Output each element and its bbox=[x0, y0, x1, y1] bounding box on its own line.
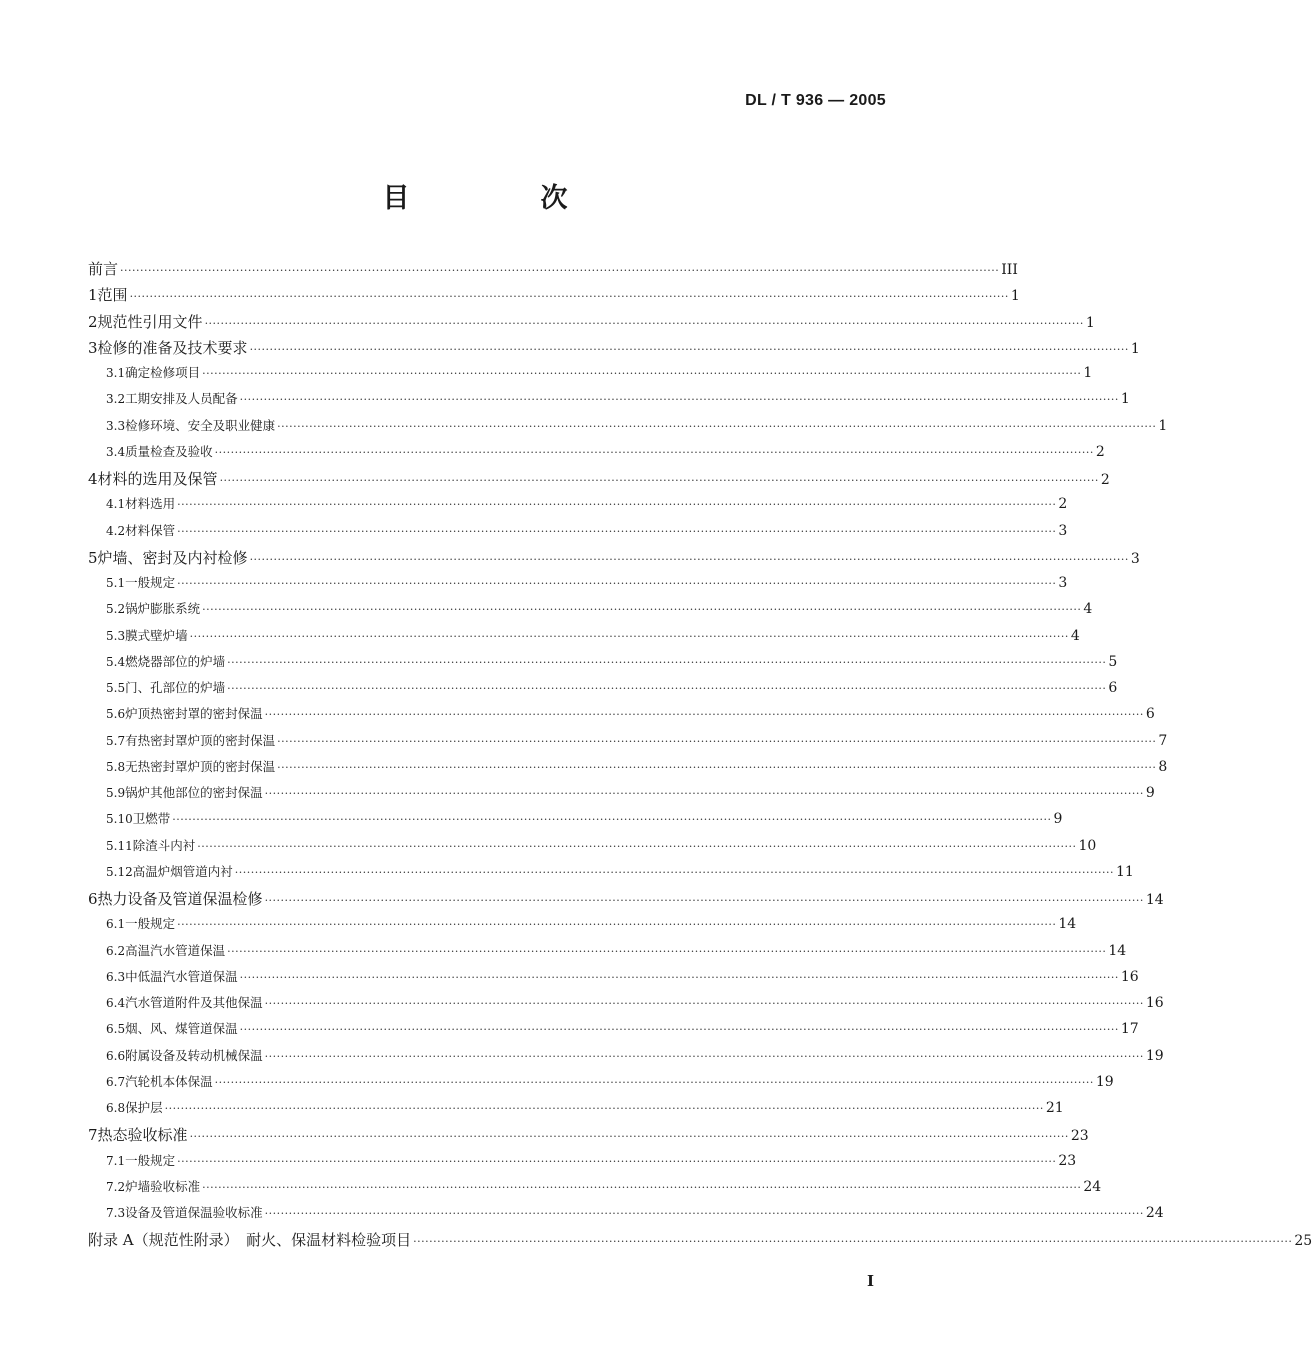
toc-entry-page: 1 bbox=[1130, 340, 1140, 357]
toc-entry-label: 门、孔部位的炉墙 bbox=[125, 680, 226, 695]
dot-leader: ···························································································································································································································· bbox=[239, 1023, 1119, 1037]
dot-leader: ···························································································································································································································· bbox=[219, 474, 1099, 487]
toc-entry-label: 工期安排及人员配备 bbox=[125, 391, 238, 407]
toc-entry-page: 23 bbox=[1058, 1152, 1077, 1169]
toc-entry-label: 附属设备及转动机械保温 bbox=[125, 1047, 263, 1063]
toc-entry-page: 2 bbox=[1100, 472, 1110, 488]
dot-leader: ···························································································································································································································· bbox=[177, 524, 1057, 538]
toc-entry-label: 汽轮机本体保温 bbox=[125, 1073, 213, 1089]
dot-leader: ···························································································································································································································· bbox=[227, 944, 1107, 958]
toc-entry-page: 9 bbox=[1053, 811, 1063, 828]
dot-leader: ···························································································································································································································· bbox=[249, 342, 1129, 356]
dot-leader: ···························································································································································································································· bbox=[239, 393, 1119, 407]
dot-leader: ···························································································································································································································· bbox=[120, 264, 1000, 277]
toc-entry-label: 高温炉烟管道内衬 bbox=[132, 863, 233, 879]
dot-leader: ···························································································································································································································· bbox=[264, 1049, 1144, 1063]
toc-entry[interactable] bbox=[88, 626, 1080, 652]
toc-entry-label: 确定检修项目 bbox=[125, 365, 201, 380]
toc-entry-number: 6.1 bbox=[106, 917, 126, 932]
toc-entry-number: 4 bbox=[88, 470, 98, 488]
dot-leader: ···························································································································································································································· bbox=[204, 316, 1084, 330]
toc-entry[interactable] bbox=[88, 783, 1155, 809]
toc-entry-label: 检修环境、安全及职业健康 bbox=[125, 417, 276, 433]
toc-entry[interactable] bbox=[88, 678, 1118, 704]
toc-entry[interactable] bbox=[88, 967, 1139, 993]
toc-entry-label: 锅炉其他部位的密封保温 bbox=[125, 785, 263, 800]
toc-entry-label: 材料保管 bbox=[125, 522, 176, 538]
toc-entry-label: 附录 A（规范性附录） 耐火、保温材料检验项目 bbox=[88, 1231, 412, 1250]
toc-entry-number: 5.6 bbox=[106, 707, 126, 722]
toc-entry-number: 6.3 bbox=[106, 969, 126, 984]
toc-entry[interactable] bbox=[88, 757, 1168, 783]
toc-entry-number: 5.5 bbox=[106, 681, 126, 695]
toc-entry[interactable] bbox=[88, 573, 1068, 599]
toc-entry[interactable] bbox=[88, 1203, 1164, 1229]
dot-leader: ···························································································································································································································· bbox=[277, 734, 1157, 748]
dot-leader: ···························································································································································································································· bbox=[413, 1235, 1293, 1249]
toc-entry-number: 6.4 bbox=[106, 996, 126, 1010]
toc-entry[interactable] bbox=[88, 311, 1095, 337]
toc-entry[interactable] bbox=[88, 652, 1118, 678]
dot-leader: ···························································································································································································································· bbox=[264, 997, 1144, 1010]
toc-entry[interactable] bbox=[88, 941, 1127, 967]
toc-entry-label: 炉墙验收标准 bbox=[125, 1178, 201, 1194]
toc-entry-page: 16 bbox=[1120, 968, 1139, 985]
toc-entry-page: 10 bbox=[1078, 837, 1097, 854]
toc-entry-page: 6 bbox=[1108, 680, 1118, 696]
dot-leader: ···························································································································································································································· bbox=[189, 1130, 1069, 1144]
dot-leader: ···························································································································································································································· bbox=[214, 1075, 1094, 1089]
dot-leader: ···························································································································································································································· bbox=[214, 445, 1094, 459]
toc-entry-label: 炉墙、密封及内衬检修 bbox=[97, 548, 248, 567]
dot-leader: ···························································································································································································································· bbox=[277, 760, 1157, 774]
toc-entry-page: 24 bbox=[1083, 1178, 1102, 1195]
toc-entry-label: 材料选用 bbox=[125, 496, 176, 512]
toc-entry-label: 检修的准备及技术要求 bbox=[97, 338, 248, 357]
dot-leader: ···························································································································································································································· bbox=[202, 367, 1082, 380]
toc-entry-number: 1 bbox=[88, 286, 98, 305]
toc-entry[interactable] bbox=[88, 836, 1097, 862]
dot-leader: ···························································································································································································································· bbox=[227, 682, 1107, 695]
toc-entry[interactable] bbox=[88, 1151, 1077, 1177]
toc-entry-label: 规范性引用文件 bbox=[97, 312, 203, 331]
toc-entry-page: 9 bbox=[1145, 785, 1155, 801]
toc-entry-label: 一般规定 bbox=[125, 916, 176, 932]
toc-entry-page: 25 bbox=[1294, 1233, 1312, 1250]
toc-entry-page: 14 bbox=[1058, 916, 1077, 933]
toc-entry-label: 一般规定 bbox=[125, 575, 176, 590]
toc-entry-number: 5.1 bbox=[106, 576, 126, 590]
toc-entry-page: 3 bbox=[1058, 522, 1068, 539]
toc-entry-label: 燃烧器部位的炉墙 bbox=[125, 653, 226, 669]
toc-entry-number: 6.5 bbox=[106, 1022, 126, 1037]
toc-entry-page: 17 bbox=[1120, 1021, 1139, 1038]
toc-entry[interactable] bbox=[88, 416, 1168, 442]
toc-entry-label: 范围 bbox=[97, 286, 128, 305]
toc-entry-number: 5.9 bbox=[106, 786, 126, 800]
toc-entry-label: 汽水管道附件及其他保温 bbox=[125, 995, 263, 1010]
toc-entry-number: 5.7 bbox=[106, 733, 126, 748]
document-code: DL / T 936 — 2005 bbox=[745, 92, 886, 109]
toc-entry-page: 2 bbox=[1058, 496, 1068, 513]
dot-leader: ···························································································································································································································· bbox=[129, 290, 1009, 304]
dot-leader: ···························································································································································································································· bbox=[227, 655, 1107, 669]
toc-entry[interactable] bbox=[88, 1046, 1164, 1072]
toc-entry-page: 2 bbox=[1095, 443, 1105, 460]
toc-entry-label: 炉顶热密封罩的密封保温 bbox=[125, 706, 263, 722]
toc-entry-page: 19 bbox=[1145, 1047, 1164, 1064]
toc-entry[interactable] bbox=[88, 809, 1063, 835]
page-number: I bbox=[866, 1272, 874, 1290]
toc-entry-label: 除渣斗内衬 bbox=[132, 837, 196, 853]
toc-entry-page: 1 bbox=[1158, 417, 1168, 434]
toc-entry[interactable] bbox=[88, 389, 1130, 415]
dot-leader: ···························································································································································································································· bbox=[177, 918, 1057, 932]
toc-entry-page: 23 bbox=[1070, 1128, 1089, 1145]
toc-entry[interactable] bbox=[88, 731, 1168, 757]
toc-entry-number: 5.3 bbox=[106, 628, 126, 643]
dot-leader: ···························································································································································································································· bbox=[264, 787, 1144, 800]
toc-entry[interactable] bbox=[88, 547, 1140, 573]
toc-entry-number: 4.2 bbox=[106, 523, 126, 538]
toc-entry-number: 3.3 bbox=[106, 418, 126, 433]
toc-entry-number: 5.10 bbox=[106, 812, 133, 827]
toc-entry-number: 3.1 bbox=[106, 366, 126, 380]
toc-entry-page: 5 bbox=[1108, 653, 1118, 670]
toc-entry-label: 设备及管道保温验收标准 bbox=[125, 1205, 263, 1220]
toc-entry-number: 3.4 bbox=[106, 444, 126, 459]
dot-leader: ···························································································································································································································· bbox=[249, 552, 1129, 566]
toc-entry[interactable] bbox=[88, 704, 1155, 730]
dot-leader: ···························································································································································································································· bbox=[189, 629, 1069, 643]
toc-entry[interactable] bbox=[88, 1019, 1139, 1045]
toc-entry-page: 3 bbox=[1058, 575, 1068, 591]
toc-entry-number: 7 bbox=[88, 1126, 98, 1145]
toc-entry[interactable] bbox=[88, 521, 1068, 547]
toc-entry-number: 6.7 bbox=[106, 1074, 126, 1089]
toc-entry-label: 前言 bbox=[88, 260, 119, 278]
toc-entry-label: 一般规定 bbox=[125, 1152, 176, 1168]
toc-entry[interactable] bbox=[88, 258, 1018, 284]
toc-entry-label: 锅炉膨胀系统 bbox=[125, 601, 201, 617]
toc-entry[interactable] bbox=[88, 1229, 1312, 1255]
toc-entry[interactable] bbox=[88, 862, 1134, 888]
toc-entry-number: 6.2 bbox=[106, 943, 126, 958]
dot-leader: ···························································································································································································································· bbox=[234, 865, 1114, 879]
dot-leader: ···························································································································································································································· bbox=[202, 603, 1082, 617]
toc-entry-number: 7.3 bbox=[106, 1206, 126, 1220]
toc-entry-page: 1 bbox=[1085, 314, 1095, 331]
toc-entry[interactable] bbox=[88, 494, 1068, 520]
toc-entry-number: 5 bbox=[88, 548, 98, 567]
toc-entry-page: 14 bbox=[1108, 942, 1127, 959]
toc-entry-number: 4.1 bbox=[106, 497, 126, 512]
toc-entry-page: 11 bbox=[1115, 863, 1134, 880]
toc-entry[interactable] bbox=[88, 914, 1077, 940]
dot-leader: ···························································································································································································································· bbox=[177, 498, 1057, 512]
toc-entry[interactable] bbox=[88, 599, 1093, 625]
toc-entry-page: 4 bbox=[1070, 627, 1080, 644]
toc-entry[interactable] bbox=[88, 337, 1140, 363]
toc-entry-label: 高温汽水管道保温 bbox=[125, 942, 226, 958]
toc-entry-page: 21 bbox=[1045, 1100, 1064, 1116]
toc-entry-page: 24 bbox=[1145, 1205, 1164, 1221]
toc-entry-label: 保护层 bbox=[125, 1100, 163, 1115]
toc-entry-number: 7.1 bbox=[106, 1153, 126, 1168]
dot-leader: ···························································································································································································································· bbox=[172, 813, 1052, 827]
toc-entry-number: 6.6 bbox=[106, 1048, 126, 1063]
dot-leader: ···························································································································································································································· bbox=[177, 1154, 1057, 1168]
toc-entry-number: 6 bbox=[88, 890, 98, 908]
toc-entry-number: 7.2 bbox=[106, 1179, 126, 1194]
toc-entry-label: 中低温汽水管道保温 bbox=[125, 968, 238, 984]
toc-entry[interactable] bbox=[88, 888, 1164, 914]
toc-entry-label: 烟、风、煤管道保温 bbox=[125, 1021, 238, 1037]
toc-entry-label: 质量检查及验收 bbox=[125, 443, 213, 459]
toc-entry-page: 14 bbox=[1145, 892, 1164, 908]
toc-entry[interactable] bbox=[88, 284, 1020, 310]
toc-entry-label: 卫燃带 bbox=[132, 811, 171, 827]
table-of-contents bbox=[88, 258, 1312, 1256]
toc-entry[interactable] bbox=[88, 993, 1164, 1019]
toc-entry-label: 有热密封罩炉顶的密封保温 bbox=[125, 732, 276, 748]
toc-entry-label: 热态验收标准 bbox=[97, 1126, 188, 1145]
dot-leader: ···························································································································································································································· bbox=[277, 419, 1157, 433]
toc-entry-number: 5.4 bbox=[106, 654, 126, 669]
toc-entry-page: 6 bbox=[1145, 706, 1155, 723]
dot-leader: ···························································································································································································································· bbox=[264, 894, 1144, 907]
toc-entry-page: 8 bbox=[1158, 758, 1168, 775]
toc-entry-page: 1 bbox=[1010, 288, 1020, 305]
toc-title: 目 次 bbox=[382, 183, 620, 214]
toc-entry-page: 4 bbox=[1083, 601, 1093, 618]
toc-entry-page: 19 bbox=[1095, 1073, 1114, 1090]
toc-entry[interactable] bbox=[88, 363, 1093, 389]
toc-entry[interactable] bbox=[88, 1098, 1064, 1124]
toc-entry-label: 材料的选用及保管 bbox=[97, 470, 218, 488]
toc-entry-page: 3 bbox=[1130, 550, 1140, 567]
toc-entry-number: 5.12 bbox=[106, 864, 133, 879]
toc-entry-page: 1 bbox=[1120, 391, 1130, 408]
toc-entry-label: 膜式壁炉墙 bbox=[125, 627, 188, 643]
toc-entry[interactable] bbox=[88, 1177, 1102, 1203]
dot-leader: ···························································································································································································································· bbox=[164, 1102, 1044, 1115]
toc-entry-page: 7 bbox=[1158, 732, 1168, 749]
toc-entry[interactable] bbox=[88, 1072, 1114, 1098]
toc-entry-page: III bbox=[1001, 262, 1018, 278]
toc-entry-number: 2 bbox=[88, 312, 98, 331]
toc-entry-number: 3 bbox=[88, 338, 98, 357]
toc-entry-page: 16 bbox=[1145, 995, 1164, 1011]
toc-entry-page: 1 bbox=[1083, 365, 1093, 381]
toc-entry-label: 无热密封罩炉顶的密封保温 bbox=[125, 758, 276, 774]
dot-leader: ···························································································································································································································· bbox=[202, 1180, 1082, 1194]
toc-entry[interactable] bbox=[88, 468, 1110, 494]
toc-entry-number: 5.11 bbox=[106, 838, 133, 853]
dot-leader: ···························································································································································································································· bbox=[197, 839, 1077, 853]
dot-leader: ···························································································································································································································· bbox=[264, 1207, 1144, 1220]
dot-leader: ···························································································································································································································· bbox=[264, 708, 1144, 722]
toc-entry-number: 5.2 bbox=[106, 602, 126, 617]
dot-leader: ···························································································································································································································· bbox=[239, 970, 1119, 984]
toc-entry-label: 热力设备及管道保温检修 bbox=[97, 890, 263, 908]
toc-entry[interactable] bbox=[88, 442, 1105, 468]
toc-entry[interactable] bbox=[88, 1124, 1089, 1150]
dot-leader: ···························································································································································································································· bbox=[177, 577, 1057, 590]
toc-entry-number: 5.8 bbox=[106, 759, 126, 774]
toc-entry-number: 6.8 bbox=[106, 1101, 126, 1115]
toc-entry-number: 3.2 bbox=[106, 392, 126, 407]
